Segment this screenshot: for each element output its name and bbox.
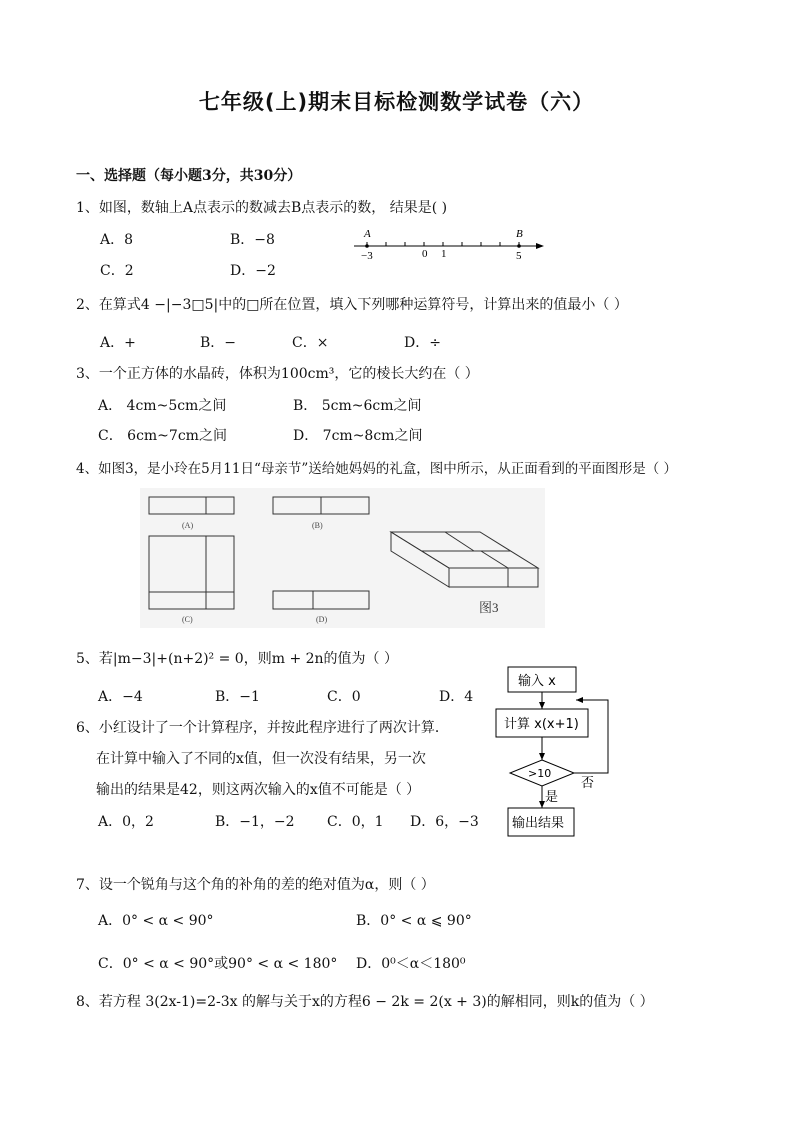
q3-option-c: C． 6cm~7cm之间: [98, 428, 227, 444]
q5-option-d: D．4: [439, 689, 474, 705]
question-4: 4、如图3，是小玲在5月11日“母亲节”送给她妈妈的礼盒，图中所示，从正面看到的平面图形是（ ）: [76, 461, 678, 477]
figure-label-b: (B): [312, 521, 323, 530]
q2-option-b: B．−: [200, 335, 237, 351]
q6-option-a: A．0，2: [98, 814, 154, 830]
page-title: 七年级(上)期末目标检测数学试卷（六）: [198, 90, 595, 114]
question-6-line-1: 6、小红设计了一个计算程序，并按此程序进行了两次计算．: [76, 720, 449, 736]
flow-condition: >10: [528, 767, 552, 780]
q5-option-a: A．−4: [98, 689, 143, 705]
flow-compute-box: 计算 x(x+1): [504, 717, 579, 732]
q2-option-a: A．+: [100, 335, 136, 351]
flow-input-box: 输入 x: [518, 674, 556, 689]
q7-option-a: A．0° < α < 90°: [98, 913, 214, 929]
q6-option-d: D．6，−3: [410, 814, 479, 830]
figure-caption: 图3: [479, 600, 499, 615]
flowchart-figure: [490, 662, 620, 842]
gift-box-figure: [140, 488, 545, 628]
flow-yes-label: 是: [545, 790, 559, 805]
q3-option-d: D． 7cm~8cm之间: [293, 428, 423, 444]
q1-option-a: A．8: [100, 232, 134, 248]
tick-label: 5: [516, 250, 522, 262]
q7-option-b: B．0° < α ⩽ 90°: [356, 913, 472, 929]
q2-option-d: D．÷: [404, 335, 441, 351]
question-8: 8、若方程 3(2x-1)=2-3x 的解与关于x的方程6 − 2k = 2(x + 3)的解相同，则k的值为（ ）: [76, 994, 654, 1010]
q7-option-d: D．0⁰＜α＜180⁰: [356, 956, 466, 972]
question-2: 2、在算式4 −|−3□5|中的□所在位置，填入下列哪种运算符号，计算出来的值最小（ ）: [76, 297, 628, 313]
point-b-label: B: [516, 228, 523, 240]
q5-option-b: B．−1: [215, 689, 260, 705]
q1-option-d: D．−2: [230, 263, 276, 279]
number-line-figure: [350, 225, 550, 265]
q6-option-b: B．−1，−2: [215, 814, 295, 830]
q3-option-a: A． 4cm~5cm之间: [98, 398, 227, 414]
figure-label-c: (C): [182, 615, 193, 624]
question-6-line-2: 在计算中输入了不同的x值，但一次没有结果，另一次: [96, 751, 426, 767]
point-a-label: A: [364, 228, 371, 240]
q3-option-b: B． 5cm~6cm之间: [293, 398, 422, 414]
q2-option-c: C．×: [292, 335, 329, 351]
question-6-line-3: 输出的结果是42，则这两次输入的x值不可能是（ ）: [96, 782, 421, 798]
q1-option-b: B．−8: [230, 232, 275, 248]
tick-label: 0: [422, 248, 428, 260]
figure-label-a: (A): [182, 521, 194, 530]
q5-option-c: C．0: [327, 689, 361, 705]
q7-option-c: C．0° < α < 90°或90° < α < 180°: [98, 956, 338, 972]
flow-no-label: 否: [581, 776, 595, 791]
flow-output-box: 输出结果: [512, 816, 565, 831]
tick-label: −3: [361, 250, 373, 262]
question-3: 3、一个正方体的水晶砖，体积为100cm³，它的棱长大约在（ ）: [76, 366, 479, 382]
q6-option-c: C．0，1: [327, 814, 384, 830]
question-5: 5、若|m−3|+(n+2)² = 0，则m + 2n的值为（ ）: [76, 651, 398, 667]
section-heading: 一、选择题（每小题3分，共30分）: [76, 168, 302, 184]
question-7: 7、设一个锐角与这个角的补角的差的绝对值为α，则（ ）: [76, 877, 435, 893]
figure-label-d: (D): [316, 615, 328, 624]
question-1: 1、如图，数轴上A点表示的数减去B点表示的数， 结果是( ): [76, 200, 448, 216]
q1-option-c: C．2: [100, 263, 134, 279]
tick-label: 1: [441, 248, 447, 260]
